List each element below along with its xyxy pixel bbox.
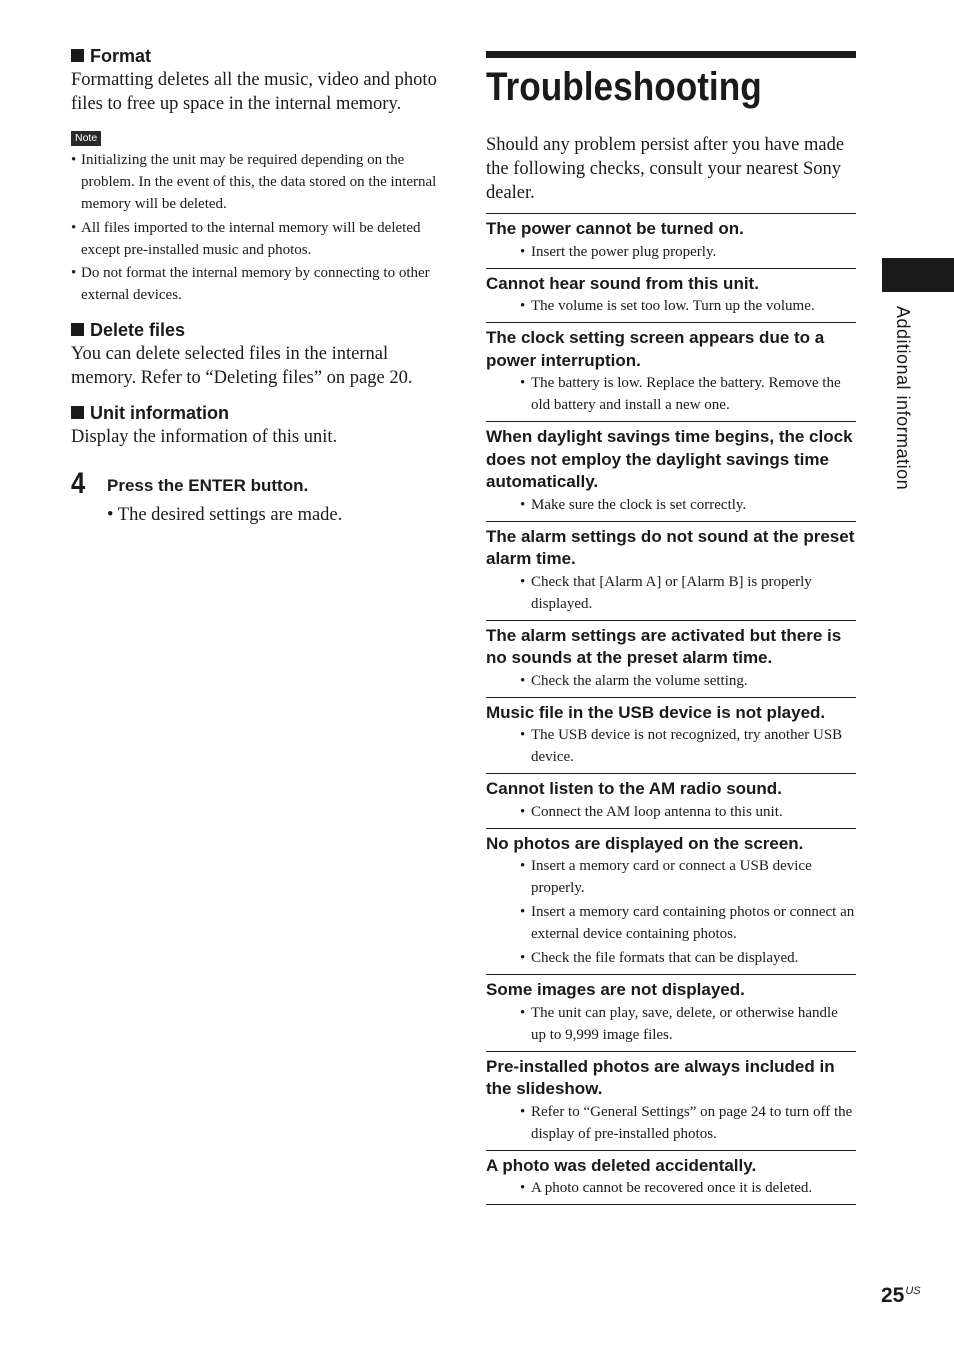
step-number: 4 [71,467,86,500]
troubleshooting-bullet: • The volume is set too low. Turn up the volume. [520,295,856,317]
troubleshooting-bullet: • Refer to “General Settings” on page 24 to turn off the display of pre-installed photos. [520,1101,856,1145]
troubleshooting-item [486,974,856,1051]
step-title: Press the ENTER button. [107,476,309,495]
troubleshooting-item-title: The alarm settings do not sound at the preset alarm time. [486,526,855,568]
step-4 [71,469,443,531]
note-list [71,149,443,306]
note-badge: Note [71,131,101,146]
troubleshooting-item [486,828,856,975]
troubleshooting-item [486,773,856,828]
square-bullet-icon [71,406,84,419]
troubleshooting-item-bullets [486,494,856,516]
troubleshooting-item-bullets [486,670,856,692]
delete-files-heading: Delete files [71,318,443,342]
troubleshooting-item-title: No photos are displayed on the screen. [486,833,804,853]
troubleshooting-item [486,1051,856,1150]
troubleshooting-item-bullets [486,801,856,823]
troubleshooting-bullet: • Insert a memory card containing photos or connect an external device containing photos. [520,901,856,945]
note-item: • Do not format the internal memory by connecting to other external devices. [71,262,443,306]
page-number: $25^{US}$ [881,1284,921,1307]
page-title: Troubleshooting [486,65,762,109]
troubleshooting-item-bullets [486,1002,856,1046]
troubleshooting-item-bullets [486,724,856,768]
square-bullet-icon [71,323,84,336]
unit-information-heading: Unit information [71,401,443,425]
troubleshooting-item-title: When daylight savings time begins, the clock does not employ the daylight savings time automatically. [486,427,853,491]
troubleshooting-bullet: • Make sure the clock is set correctly. [520,494,856,516]
troubleshooting-bullet: • Insert the power plug properly. [520,241,856,263]
note-item: • All files imported to the internal memory will be deleted except pre-installed music and photos. [71,217,443,261]
troubleshooting-bullet: • Insert a memory card or connect a USB device properly. [520,855,856,899]
troubleshooting-bullet: • The USB device is not recognized, try another USB device. [520,724,856,768]
troubleshooting-item-bullets [486,241,856,263]
troubleshooting-item [486,268,856,323]
troubleshooting-bullet: • Connect the AM loop antenna to this unit. [520,801,856,823]
section-tab [882,258,954,292]
troubleshooting-bullet: • A photo cannot be recovered once it is deleted. [520,1177,856,1199]
troubleshooting-item [486,521,856,620]
intro-text: Should any problem persist after you have made the following checks, consult your nearest Sony dealer. [486,135,845,203]
troubleshooting-bullet: • The battery is low. Replace the battery. Remove the old battery and install a new one. [520,372,856,416]
troubleshooting-item [486,697,856,774]
troubleshooting-item-title: The power cannot be turned on. [486,219,744,238]
troubleshooting-item [486,620,856,697]
format-heading: Format [71,44,443,68]
unit-information-section [71,401,443,449]
troubleshooting-item-bullets [486,295,856,317]
square-bullet-icon [71,49,84,62]
troubleshooting-bullet: • The unit can play, save, delete, or otherwise handle up to 9,999 image files. [520,1002,856,1046]
troubleshooting-item-title: The clock setting screen appears due to a power interruption. [486,328,825,370]
section-tab-label: Additional information [893,306,913,491]
troubleshooting-item [486,1150,856,1206]
troubleshooting-item [486,322,856,421]
format-body: Formatting deletes all the music, video and photo files to free up space in the internal memory. [71,70,437,114]
troubleshooting-item [486,213,856,268]
troubleshooting-item-title: A photo was deleted accidentally. [486,1155,757,1175]
right-column [486,51,856,1205]
unit-information-body: Display the information of this unit. [71,427,338,447]
troubleshooting-item-title: The alarm settings are activated but there is no sounds at the preset alarm time. [486,625,842,667]
troubleshooting-bullet: • Check that [Alarm A] or [Alarm B] is properly displayed. [520,571,856,615]
troubleshooting-bullet: • Check the alarm the volume setting. [520,670,856,692]
troubleshooting-item-title: Cannot listen to the AM radio sound. [486,779,782,798]
troubleshooting-list [486,213,856,1205]
title-rule [486,51,856,58]
note-item: • Initializing the unit may be required depending on the problem. In the event of this, the data stored on the internal memory will be deleted. [71,149,443,215]
troubleshooting-item-title: Pre-installed photos are always included in the slideshow. [486,1056,835,1098]
format-section [71,44,443,306]
troubleshooting-item-title: Music file in the USB device is not played. [486,702,826,722]
troubleshooting-item-bullets [486,571,856,615]
troubleshooting-item-title: Cannot hear sound from this unit. [486,273,759,293]
troubleshooting-item-title: Some images are not displayed. [486,980,745,999]
troubleshooting-item-bullets [486,1177,856,1199]
delete-files-body: You can delete selected files in the internal memory. Refer to “Deleting files” on page 20. [71,344,413,388]
troubleshooting-item-bullets [486,372,856,416]
step-bullet: • The desired settings are made. [107,505,343,525]
troubleshooting-item-bullets [486,855,856,969]
left-column [71,44,443,531]
troubleshooting-bullet: • Check the file formats that can be displayed. [520,947,856,969]
troubleshooting-item-bullets [486,1101,856,1145]
delete-files-section [71,318,443,390]
troubleshooting-item [486,421,856,521]
